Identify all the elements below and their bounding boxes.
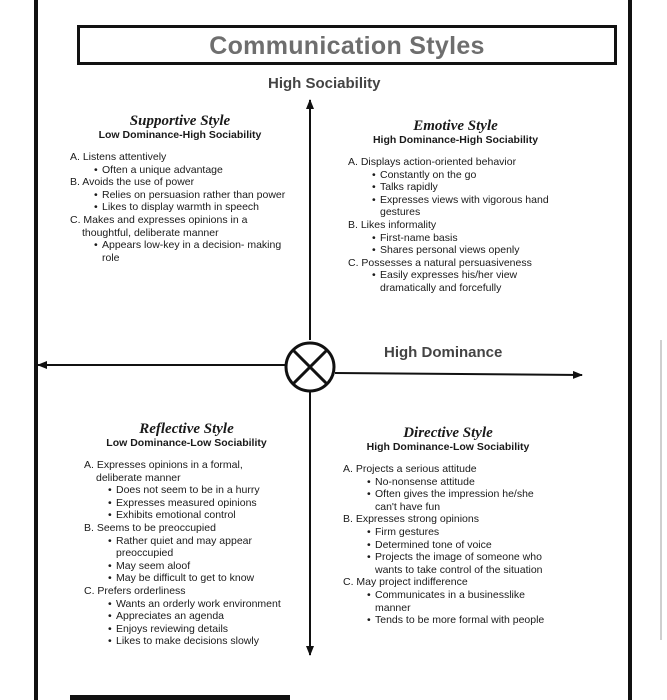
quadrant-directive xyxy=(343,425,553,627)
bullet-item: • Does not seem to be in a hurry xyxy=(84,484,289,497)
quadrant-subtitle: High Dominance-Low Sociability xyxy=(366,441,530,453)
bullet-item: • May seem aloof xyxy=(84,560,289,573)
horizontal-axis-right xyxy=(335,373,582,375)
bullet-item: • Often a unique advantage xyxy=(70,164,290,177)
bullet-item: • Easily expresses his/her view dramatically and forcefully xyxy=(348,269,563,294)
bullet-item: • Relies on persuasion rather than power xyxy=(70,189,290,202)
quadrant-reflective xyxy=(84,421,289,648)
bullet-item: • Exhibits emotional control xyxy=(84,509,289,522)
quadrant-title: Supportive Style xyxy=(129,113,231,129)
bullet-item: • Enjoys reviewing details xyxy=(84,623,289,636)
quadrant-emotive xyxy=(348,118,563,295)
bullet-item: • Expresses measured opinions xyxy=(84,497,289,510)
quadrant-subtitle: Low Dominance-Low Sociability xyxy=(106,437,267,449)
bullet-item: • Expresses views with vigorous hand gestures xyxy=(348,194,563,219)
section-heading: A. Projects a serious attitude xyxy=(343,463,477,475)
section-heading: B. Expresses strong opinions xyxy=(343,513,479,526)
bullet-item: • Likes to make decisions slowly xyxy=(84,635,289,648)
page-title: Communication Styles xyxy=(209,32,485,60)
quadrant-title: Reflective Style xyxy=(139,421,234,437)
section-heading: B. Avoids the use of power xyxy=(70,176,195,189)
bullet-item: • Determined tone of voice xyxy=(343,539,553,552)
bullet-item: • Appreciates an agenda xyxy=(84,610,289,623)
quadrant-supportive xyxy=(70,113,290,264)
section-heading: C. Prefers orderliness xyxy=(84,584,186,597)
horizontal-axis-label: High Dominance xyxy=(384,344,503,361)
section-heading: A. Listens attentively xyxy=(70,151,167,163)
section-heading: B. Seems to be preoccupied xyxy=(84,521,216,534)
bullet-item: • Constantly on the go xyxy=(348,169,563,182)
bullet-item: • No-nonsense attitude xyxy=(343,476,553,489)
section-heading: B. Likes informality xyxy=(348,218,437,231)
bullet-item: • Communicates in a businesslike manner xyxy=(343,589,553,614)
section-heading: C. May project indifference xyxy=(343,576,468,589)
quadrant-title: Emotive Style xyxy=(413,118,498,134)
bullet-item: • Wants an orderly work environment xyxy=(84,598,289,611)
section-heading: C. Makes and expresses opinions in a thoughtful, deliberate manner xyxy=(70,213,248,239)
bullet-item: • May be difficult to get to know xyxy=(84,572,289,585)
quadrant-subtitle: High Dominance-High Sociability xyxy=(372,134,539,146)
bullet-item: • Often gives the impression he/she can't have fun xyxy=(343,488,553,513)
section-heading: A. Expresses opinions in a formal, deliberate manner xyxy=(84,459,243,484)
quadrant-subtitle: Low Dominance-High Sociability xyxy=(98,129,262,141)
bullet-item: • First-name basis xyxy=(348,232,563,245)
bullet-item: • Firm gestures xyxy=(343,526,553,539)
bullet-item: • Tends to be more formal with people xyxy=(343,614,553,627)
section-heading: C. Possesses a natural persuasiveness xyxy=(348,256,532,269)
bullet-item: • Shares personal views openly xyxy=(348,244,563,257)
vertical-axis-label: High Sociability xyxy=(268,75,381,92)
bullet-item: • Appears low-key in a decision- making role xyxy=(70,239,290,264)
bullet-item: • Talks rapidly xyxy=(348,181,563,194)
bullet-item: • Rather quiet and may appear preoccupied xyxy=(84,535,289,560)
circle-x-icon xyxy=(286,343,334,391)
section-heading: A. Displays action-oriented behavior xyxy=(348,156,517,168)
bullet-item: • Likes to display warmth in speech xyxy=(70,201,290,214)
quadrant-title: Directive Style xyxy=(403,425,493,441)
bullet-item: • Projects the image of someone who wants to take control of the situation xyxy=(343,551,553,576)
